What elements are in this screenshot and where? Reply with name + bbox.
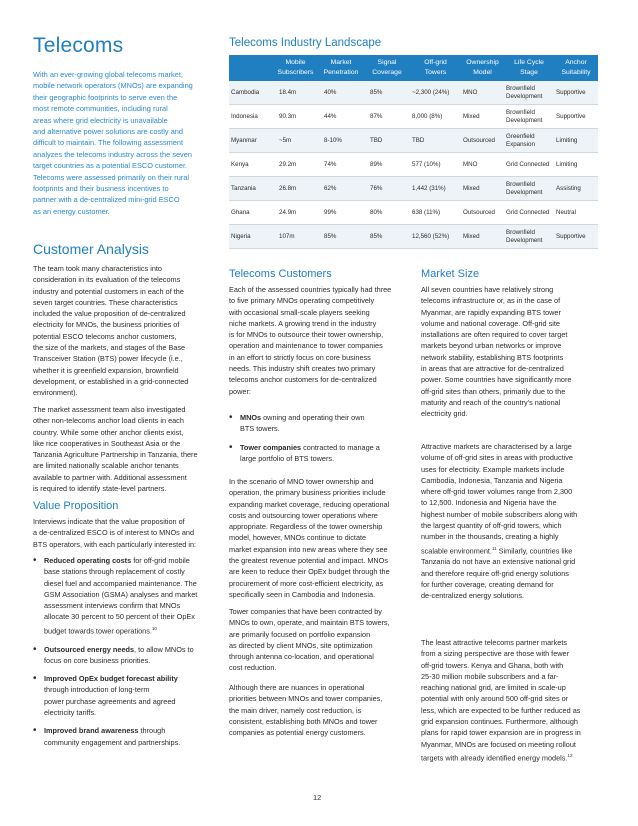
table-cell: 577 (10%) xyxy=(410,153,461,177)
telecoms-customers-paragraph-3: Tower companies that have been contracted by MNOs to own, operate, and maintain BTS towers, are primarily focused on portfolio expansion as directed by client MNOs, site optimization through antenna co-location, and operational cost reduction. xyxy=(229,607,390,673)
table-row xyxy=(229,225,598,249)
table-cell: 85% xyxy=(364,225,410,249)
table-cell: 24.9m xyxy=(273,201,318,225)
telecoms-customers-paragraph-1: Each of the assessed countries typically had three to five primary MNOs operating competitively with occasional small-scale players seeking niche markets. A growing trend in the industry is for MNOs to outsource their tower ownership, operation and maintenance to tower companies in an effort to strictly focus on core business needs. This industry shift creates two primary telecoms anchor customers for de-centralized power: xyxy=(229,285,392,396)
table-cell: 107m xyxy=(273,225,318,249)
value-proposition-list xyxy=(33,555,233,748)
value-proposition-heading: Value Proposition xyxy=(33,500,119,512)
table-row xyxy=(229,81,598,105)
table-cell: 44% xyxy=(318,105,364,129)
table-cell: Outsourced xyxy=(461,129,504,153)
table-cell: ~2,300 (24%) xyxy=(410,81,461,105)
table-cell: 62% xyxy=(318,177,364,201)
row-country: Myanmar xyxy=(229,129,273,153)
landscape-table-wrapper xyxy=(229,55,598,249)
table-cell: Mixed xyxy=(461,105,504,129)
market-size-paragraph-3: The least attractive telecoms partner markets from a sizing perspective are those with fewer off-grid towers. Kenya and Ghana, both with 25-30 million mobile subscribers and a far- reaching national grid, are limited in scale-up potential with only around 500 off-grid sites or less, which are expected to be further reduced as grid expansion continues. Furthermore, although plans for rapid tower expansion are in progress in Myanmar, MNOs are focused on meeting rollout targets with already identified energy models.$^{12}$ xyxy=(421,638,581,763)
row-country: Indonesia xyxy=(229,105,273,129)
column-header xyxy=(229,55,273,81)
table-row xyxy=(229,153,598,177)
table-cell: Supportive xyxy=(554,225,598,249)
column-header: Mobile Subscribers xyxy=(273,55,318,81)
table-cell: TBD xyxy=(364,129,410,153)
row-country: Kenya xyxy=(229,153,273,177)
page-title: Telecoms xyxy=(33,34,124,57)
column-header: Anchor Suitability xyxy=(554,55,598,81)
table-cell: 18.4m xyxy=(273,81,318,105)
list-item: • Outsourced energy needs, to allow MNOs to focus on core business priorities. xyxy=(33,644,233,667)
table-cell: Greenfield Expansion xyxy=(504,129,554,153)
table-title: Telecoms Industry Landscape xyxy=(229,37,382,49)
value-proposition-intro: Interviews indicate that the value proposition of a de-centralized ESCO is of interest to MNOs and BTS operators, with each particularly interested in: xyxy=(33,517,197,549)
table-cell: 74% xyxy=(318,153,364,177)
table-cell: 8-10% xyxy=(318,129,364,153)
table-cell: 638 (11%) xyxy=(410,201,461,225)
column-header: Off-grid Towers xyxy=(410,55,461,81)
market-size-paragraph-1: All seven countries have relatively strong telecoms infrastructure or, as in the case of Myanmar, are rapidly expanding BTS tower volume and national coverage. Off-grid site installations are often required to cover target markets beyond urban networks or improve network stability, establishing BTS footprints in areas that are attractive for de-centralized power. Some countries have significantly more off-grid sites than others, primarily due to the maturity and reach of the country's national electricity grid. xyxy=(421,285,572,419)
market-size-paragraph-2: Attractive markets are characterised by a large volume of off-grid sites in areas with productive uses for electricity. Example markets include Cambodia, Indonesia, Tanzania and Nigeria where off-grid tower volumes range from 2,300 to 12,500. Indonesia and Nigeria have the highest number of mobile subscribers along with the largest quantity of off-grid towers, which number in the thousands, creating a highly scalable environment.$^{11}$ Similarly, countries like Tanzania do not have an extensive national grid and therefore require off-grid energy solutions for further coverage, creating demand for de-centralized energy solutions. xyxy=(421,442,578,601)
table-header-row xyxy=(229,55,598,81)
table-row xyxy=(229,177,598,201)
table-cell: Grid Connected xyxy=(504,153,554,177)
market-size-heading: Market Size xyxy=(421,268,480,280)
table-cell: 1,442 (31%) xyxy=(410,177,461,201)
table-cell: 76% xyxy=(364,177,410,201)
telecoms-customers-paragraph-2: In the scenario of MNO tower ownership and operation, the primary business priorities include expanding market coverage, reducing operational costs and outsourcing tower operations where appropriate. Regardless of the tower ownership model, however, MNOs continue to dictate market expansion into new areas where they see the greatest revenue potential and impact. MNOs are keen to reduce their OpEx budget through the procurement of more cost-efficient electricity, as specifically seen in Cambodia and Indonesia. xyxy=(229,477,390,599)
customer-analysis-paragraph-2: The market assessment team also investigated other non-telecoms anchor load clients in each country. While some other anchor clients exist, like rice cooperatives in Southeast Asia or the Tanzania Agriculture Partnership in Tanzania, there are limited nationally scalable anchor tenants available to partner with. Additional assessment is required to identify state-level partners. xyxy=(33,405,198,494)
table-cell: 85% xyxy=(318,225,364,249)
table-cell: MNO xyxy=(461,81,504,105)
list-item: • Improved brand awareness through community engagement and partnerships. xyxy=(33,725,233,748)
footnote-ref: 11 xyxy=(491,545,497,551)
row-country: Cambodia xyxy=(229,81,273,105)
table-cell: Limiting xyxy=(554,153,598,177)
customer-types-list xyxy=(229,412,419,464)
table-cell: 85% xyxy=(364,81,410,105)
table-cell: MNO xyxy=(461,153,504,177)
table-cell: Brownfield Development xyxy=(504,177,554,201)
page-number: 12 xyxy=(313,793,322,802)
table-cell: Brownfield Development xyxy=(504,225,554,249)
table-cell: TBD xyxy=(410,129,461,153)
intro-paragraph: With an ever-growing global telecoms market, mobile network operators (MNOs) are expanding their geographic footprints to serve even the most remote communities, including rural areas where grid electricity is unavailable and alternative power solutions are costly and difficult to maintain. The following assessment analyzes the telecoms industry across the seven target countries as a potential ESCO customer. Telecoms were assessed primarily on their rural footprints and their business incentives to partner with a de-centralized mini-grid ESCO as an energy customer. xyxy=(33,70,193,216)
list-item: • MNOs owning and operating their own BTS towers. xyxy=(229,412,419,435)
row-country: Nigeria xyxy=(229,225,273,249)
table-cell: Grid Connected xyxy=(504,201,554,225)
table-cell: Outsourced xyxy=(461,201,504,225)
table-cell: ~5m xyxy=(273,129,318,153)
column-header: Signal Coverage xyxy=(364,55,410,81)
customer-analysis-heading: Customer Analysis xyxy=(33,241,149,257)
column-header: Market Penetration xyxy=(318,55,364,81)
table-cell: Brownfield Development xyxy=(504,105,554,129)
table-cell: 8,000 (8%) xyxy=(410,105,461,129)
table-cell: 90.3m xyxy=(273,105,318,129)
table-cell: Brownfield Development xyxy=(504,81,554,105)
table-cell: 89% xyxy=(364,153,410,177)
telecoms-customers-paragraph-4: Although there are nuances in operational priorities between MNOs and tower companies, the main driver, namely cost reduction, is consistent, establishing both MNOs and tower companies as potential energy customers. xyxy=(229,683,383,738)
footnote-ref: 10 xyxy=(151,625,157,631)
footnote-ref: 12 xyxy=(567,752,573,758)
table-cell: 80% xyxy=(364,201,410,225)
customer-analysis-paragraph-1: The team took many characteristics into consideration in its evaluation of the telecoms industry and potential customers in each of the seven target countries. These characteristics included the value proposition of de-centralized electricity for MNOs, the business priorities of potential ESCO telecoms anchor customers, the size of the markets, and stages of the Base Transceiver Station (BTS) power lifecycle (i.e., whether it is greenfield expansion, brownfield development, or established in a grid-connected environment). xyxy=(33,264,189,398)
list-item: • Improved OpEx budget forecast ability through introduction of long-term power purchase agreements and agreed electricity tariffs. xyxy=(33,673,233,718)
table-cell: Limiting xyxy=(554,129,598,153)
column-header: Ownership Model xyxy=(461,55,504,81)
table-cell: Mixed xyxy=(461,177,504,201)
table-cell: Neutral xyxy=(554,201,598,225)
table-cell: 12,560 (52%) xyxy=(410,225,461,249)
row-country: Tanzania xyxy=(229,177,273,201)
list-item: • Reduced operating costs for off-grid mobile base stations through replacement of costly diesel fuel and accompanied maintenance. The GSM Association (GSMA) analyses and market assessment interviews confirm that MNOs allocate 30 percent to 50 percent of their OpEx budget towards tower operations.$^{10}$ xyxy=(33,555,233,637)
landscape-table xyxy=(229,55,598,249)
table-row xyxy=(229,129,598,153)
row-country: Ghana xyxy=(229,201,273,225)
table-cell: Mixed xyxy=(461,225,504,249)
table-row xyxy=(229,201,598,225)
table-cell: 87% xyxy=(364,105,410,129)
table-cell: 29.2m xyxy=(273,153,318,177)
table-cell: 26.8m xyxy=(273,177,318,201)
column-header: Life Cycle Stage xyxy=(504,55,554,81)
table-row xyxy=(229,105,598,129)
table-cell: Supportive xyxy=(554,81,598,105)
table-cell: Supportive xyxy=(554,105,598,129)
table-cell: 40% xyxy=(318,81,364,105)
telecoms-customers-heading: Telecoms Customers xyxy=(229,268,332,280)
table-cell: 99% xyxy=(318,201,364,225)
list-item: • Tower companies contracted to manage a large portfolio of BTS towers. xyxy=(229,442,419,465)
table-cell: Assisting xyxy=(554,177,598,201)
